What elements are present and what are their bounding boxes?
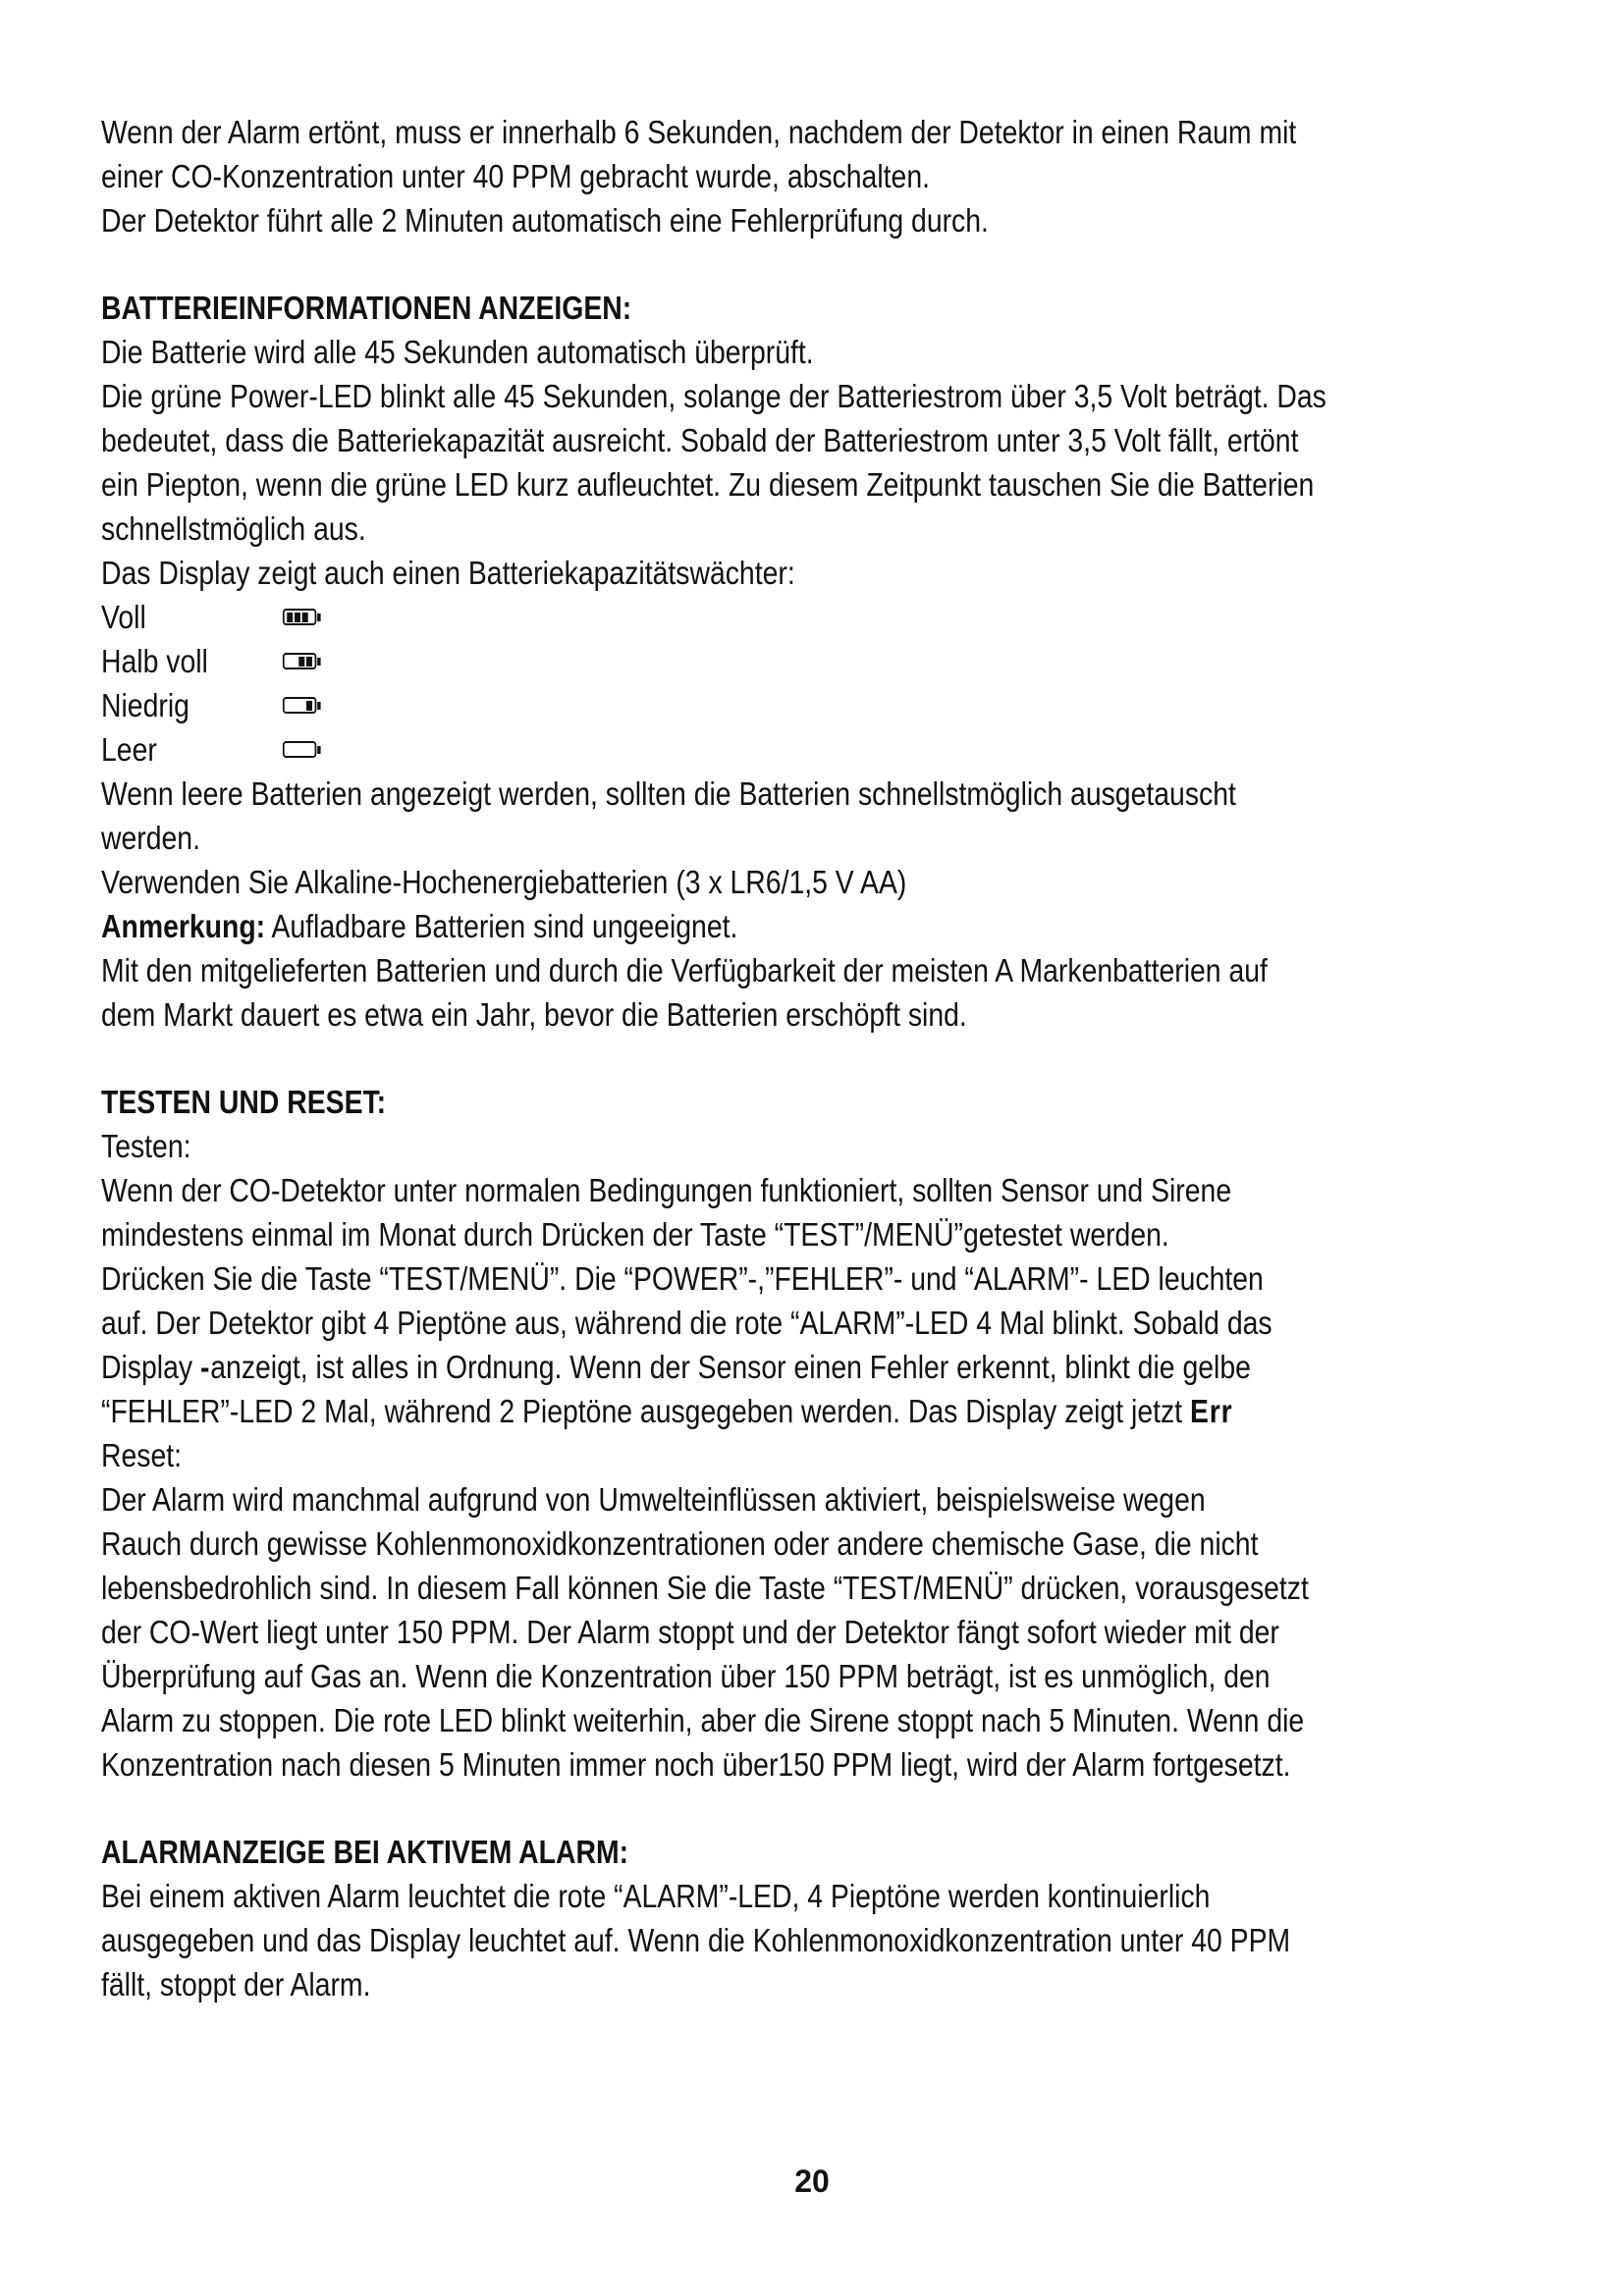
text-line: ein Piepton, wenn die grüne LED kurz aufleuchtet. Zu diesem Zeitpunkt tauschen Sie die Batterien bbox=[101, 466, 1315, 503]
text-line: der CO-Wert liegt unter 150 PPM. Der Alarm stoppt und der Detektor fängt sofort wieder mit der bbox=[101, 1614, 1279, 1650]
text-line: schnellstmöglich aus. bbox=[101, 510, 366, 547]
subheading-reset: Reset: bbox=[101, 1437, 183, 1473]
text-line: Konzentration nach diesen 5 Minuten immer noch über150 PPM liegt, wird der Alarm fortgesetzt. bbox=[101, 1746, 1291, 1783]
text-fragment: anzeigt, ist alles in Ordnung. Wenn der Sensor einen Fehler erkennt, blinkt die gelbe bbox=[210, 1349, 1251, 1385]
text-line: Das Display zeigt auch einen Batteriekapazitätswächter: bbox=[101, 555, 795, 591]
text-line: werden. bbox=[101, 820, 200, 856]
section-heading-alarm: ALARMANZEIGE BEI AKTIVEM ALARM: bbox=[101, 1834, 629, 1870]
section-heading-battery: BATTERIEINFORMATIONEN ANZEIGEN: bbox=[101, 290, 632, 326]
text-line: dem Markt dauert es etwa ein Jahr, bevor die Batterien erschöpft sind. bbox=[101, 996, 967, 1033]
text-line: Bei einem aktiven Alarm leuchtet die rote “ALARM”-LED, 4 Pieptöne werden kontinuierlich bbox=[101, 1878, 1211, 1914]
battery-low-icon bbox=[283, 697, 321, 714]
page-content bbox=[101, 110, 1334, 2006]
note-line bbox=[101, 904, 1334, 948]
note-label: Anmerkung: bbox=[101, 908, 266, 944]
battery-level-label: Leer bbox=[101, 731, 157, 768]
text-line: Der Detektor führt alle 2 Minuten automatisch eine Fehlerprüfung durch. bbox=[101, 202, 989, 239]
text-line: einer CO-Konzentration unter 40 PPM gebracht wurde, abschalten. bbox=[101, 158, 930, 194]
text-line: auf. Der Detektor gibt 4 Pieptöne aus, während die rote “ALARM”-LED 4 Mal blinkt. Sobald das bbox=[101, 1305, 1272, 1341]
battery-level-full bbox=[101, 595, 1334, 639]
battery-level-label: Halb voll bbox=[101, 643, 208, 679]
text-line bbox=[101, 1345, 1334, 1389]
text-line: Überprüfung auf Gas an. Wenn die Konzentration über 150 PPM beträgt, ist es unmöglich, den bbox=[101, 1658, 1271, 1694]
alarm-section bbox=[101, 1830, 1334, 2006]
intro-section bbox=[101, 110, 1334, 242]
text-line: Der Alarm wird manchmal aufgrund von Umwelteinflüssen aktiviert, beispielsweise wegen bbox=[101, 1481, 1206, 1518]
text-line: Wenn leere Batterien angezeigt werden, sollten die Batterien schnellstmöglich ausgetauscht bbox=[101, 775, 1236, 812]
note-text: Aufladbare Batterien sind ungeeignet. bbox=[265, 908, 738, 944]
text-line: Die grüne Power-LED blinkt alle 45 Sekunden, solange der Batteriestrom über 3,5 Volt beträgt. Das bbox=[101, 378, 1326, 414]
text-line: Verwenden Sie Alkaline-Hochenergiebatterien (3 x LR6/1,5 V AA) bbox=[101, 864, 907, 900]
battery-section bbox=[101, 286, 1334, 1037]
text-fragment: Display bbox=[101, 1349, 200, 1385]
text-line: Mit den mitgelieferten Batterien und durch die Verfügbarkeit der meisten A Markenbatterien auf bbox=[101, 952, 1268, 988]
battery-empty-icon bbox=[283, 741, 321, 758]
battery-full-icon bbox=[283, 609, 321, 625]
battery-half-icon bbox=[283, 653, 321, 669]
text-line: lebensbedrohlich sind. In diesem Fall können Sie die Taste “TEST/MENÜ” drücken, vorausgesetzt bbox=[101, 1570, 1309, 1606]
battery-level-label: Niedrig bbox=[101, 687, 189, 723]
testing-section bbox=[101, 1080, 1334, 1787]
text-line: Wenn der Alarm ertönt, muss er innerhalb 6 Sekunden, nachdem der Detektor in einen Raum mit bbox=[101, 114, 1297, 150]
text-fragment: “FEHLER”-LED 2 Mal, während 2 Pieptöne ausgegeben werden. Das Display zeigt jetzt bbox=[101, 1393, 1190, 1429]
text-line: Alarm zu stoppen. Die rote LED blinkt weiterhin, aber die Sirene stoppt nach 5 Minuten. Wenn die bbox=[101, 1702, 1305, 1738]
battery-level-half bbox=[101, 639, 1334, 683]
text-line: mindestens einmal im Monat durch Drücken der Taste “TEST”/MENÜ”getestet werden. bbox=[101, 1216, 1169, 1253]
text-line: Rauch durch gewisse Kohlenmonoxidkonzentrationen oder andere chemische Gase, die nicht bbox=[101, 1525, 1259, 1562]
page-number: 20 bbox=[794, 2163, 830, 2199]
display-dash-glyph: - bbox=[199, 1349, 211, 1385]
text-line: Drücken Sie die Taste “TEST/MENÜ”. Die “POWER”-,”FEHLER”- und “ALARM”- LED leuchten bbox=[101, 1260, 1264, 1297]
battery-level-label: Voll bbox=[101, 599, 146, 635]
battery-level-low bbox=[101, 683, 1334, 727]
battery-level-empty bbox=[101, 727, 1334, 772]
text-line: Die Batterie wird alle 45 Sekunden automatisch überprüft. bbox=[101, 334, 814, 370]
text-line: fällt, stoppt der Alarm. bbox=[101, 1966, 371, 2002]
display-err-glyph: Err bbox=[1189, 1393, 1233, 1429]
text-line bbox=[101, 1389, 1334, 1433]
text-line: Wenn der CO-Detektor unter normalen Bedingungen funktioniert, sollten Sensor und Sirene bbox=[101, 1172, 1232, 1208]
text-line: bedeutet, dass die Batteriekapazität ausreicht. Sobald der Batteriestrom unter 3,5 Volt fällt, ertönt bbox=[101, 422, 1299, 458]
section-heading-testing: TESTEN UND RESET: bbox=[101, 1084, 387, 1120]
subheading-test: Testen: bbox=[101, 1128, 191, 1164]
text-line: ausgegeben und das Display leuchtet auf. Wenn die Kohlenmonoxidkonzentration unter 40 PPM bbox=[101, 1922, 1291, 1958]
